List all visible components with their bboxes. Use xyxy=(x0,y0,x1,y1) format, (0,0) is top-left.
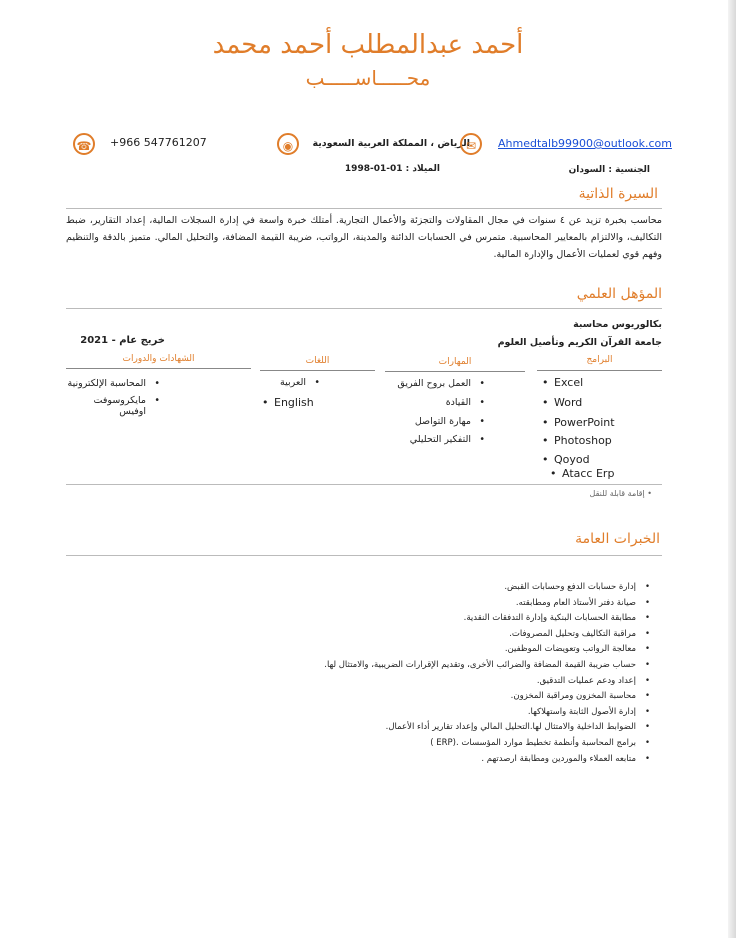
list-item: • Atacc Erp xyxy=(550,467,662,481)
phone-icon: ☎ xyxy=(73,133,95,155)
certificates-rule xyxy=(66,368,251,369)
list-item: • التفكير التحليلي xyxy=(385,434,485,452)
birth-date: 1998-01-01 xyxy=(344,164,403,174)
programs-heading: البرامج xyxy=(586,355,613,365)
list-item: • مطابقة الحسابات البنكية وإدارة التدفقات النقدية. xyxy=(200,611,650,627)
list-item: • Photoshop xyxy=(542,434,662,453)
list-item: • مراقبة التكاليف وتحليل المصروفات. xyxy=(200,627,650,643)
experience-heading: الخبرات العامة xyxy=(575,531,660,547)
nationality: الجنسية : السودان xyxy=(568,165,650,175)
birth-date-row xyxy=(330,164,440,174)
list-item: • مايكروسوفت اوفيس xyxy=(66,395,160,412)
languages-list xyxy=(260,377,320,414)
candidate-name: أحمد عبدالمطلب أحمد محمد xyxy=(212,30,524,60)
list-item: • Word xyxy=(542,396,662,416)
location-pin-icon: ◉ xyxy=(277,133,299,155)
list-item: • Qoyod xyxy=(542,453,662,467)
list-item: • PowerPoint xyxy=(542,416,662,434)
experience-rule xyxy=(66,555,662,556)
language-english: English xyxy=(274,396,314,409)
email-icon: ✉ xyxy=(460,133,482,155)
profile-rule xyxy=(66,208,662,209)
list-item: • Excel xyxy=(542,376,662,396)
residency-note: • إقامة قابلة للنقل xyxy=(589,489,652,498)
language-arabic: العربية xyxy=(280,377,306,388)
page-edge-shadow xyxy=(728,0,736,938)
list-item: • العربية xyxy=(280,377,320,388)
profile-text: محاسب بخبرة تزيد عن ٤ سنوات في مجال المقاولات والتجزئة والأعمال التجارية. أمتلك خبرة واسعة في إدارة السجلات المالية، إعداد التقارير، ضبط التكاليف، والالتزام بالمعايير المحاسبية. متمرس في الحسابات الدائنة والمدينة، الرواتب، ضريبة القيمة المضافة، والتحليل المالي. متميز بالدقة والتنظيم وفهم قوي لعمليات الأعمال والإدارة المالية. xyxy=(66,215,662,260)
skills-list xyxy=(385,378,485,452)
education-rule xyxy=(66,308,662,309)
list-item: • المحاسبة الإلكترونية xyxy=(66,378,160,395)
list-item: • العمل بروح الفريق xyxy=(385,378,485,397)
location-text: الرياض ، المملكة العربية السعودية xyxy=(312,138,470,149)
list-item: • إدارة الأصول الثابتة واستهلاكها. xyxy=(200,705,650,721)
graduation xyxy=(80,335,165,346)
list-item: • الضوابط الداخلية والامتثال لها.التحليل المالي وإعداد تقارير أداء الأعمال. xyxy=(200,720,650,736)
experience-list xyxy=(200,580,650,767)
list-item: • English xyxy=(262,396,314,409)
list-item: • إدارة حسابات الدفع وحسابات القبض. xyxy=(200,580,650,596)
programs-rule xyxy=(537,370,662,371)
email-link[interactable]: Ahmedtalb99900@outlook.com xyxy=(498,137,672,150)
list-item: • القيادة xyxy=(385,397,485,416)
certificates-list xyxy=(66,378,160,417)
languages-heading: اللغات xyxy=(305,356,330,366)
list-item: • صيانة دفتر الأستاذ العام ومطابقته. xyxy=(200,596,650,612)
university: جامعة القرآن الكريم وتأصيل العلوم xyxy=(497,337,662,348)
graduation-year: 2021 xyxy=(80,335,109,346)
skills-rule xyxy=(385,371,525,372)
profile-heading: السيرة الذاتية xyxy=(578,186,658,202)
certificates-heading: الشهادات والدورات xyxy=(122,354,195,364)
skills-heading: المهارات xyxy=(438,357,472,367)
education-heading: المؤهل العلمي xyxy=(576,286,662,302)
columns-bottom-rule xyxy=(66,484,662,485)
degree: بكالوريوس محاسبة xyxy=(573,319,662,330)
residency-note-text: إقامة قابلة للنقل xyxy=(589,489,645,498)
programs-list xyxy=(542,376,662,481)
list-item: • مهارة التواصل xyxy=(385,416,485,434)
list-item: • حساب ضريبة القيمة المضافة والضرائب الأخرى، وتقديم الإقرارات الضريبية، والامتثال لها. xyxy=(200,658,650,674)
list-item: • برامج المحاسبة وأنظمة تخطيط موارد المؤسسات .(ERP ) xyxy=(200,736,650,752)
list-item: • معالجة الرواتب وتعويضات الموظفين. xyxy=(200,642,650,658)
graduation-label: خريج عام - xyxy=(108,335,165,346)
languages-rule xyxy=(260,370,375,371)
list-item: • محاسبة المخزون ومراقبة المخزون. xyxy=(200,689,650,705)
phone-number: +966 547761207 xyxy=(110,136,207,149)
job-title: محـــــاســـــب xyxy=(305,66,431,90)
birth-label: الميلاد : xyxy=(402,164,440,174)
list-item: • إعداد ودعم عمليات التدقيق. xyxy=(200,674,650,690)
list-item: • متابعه العملاء والموردين ومطابقة ارصدتهم . xyxy=(200,752,650,768)
